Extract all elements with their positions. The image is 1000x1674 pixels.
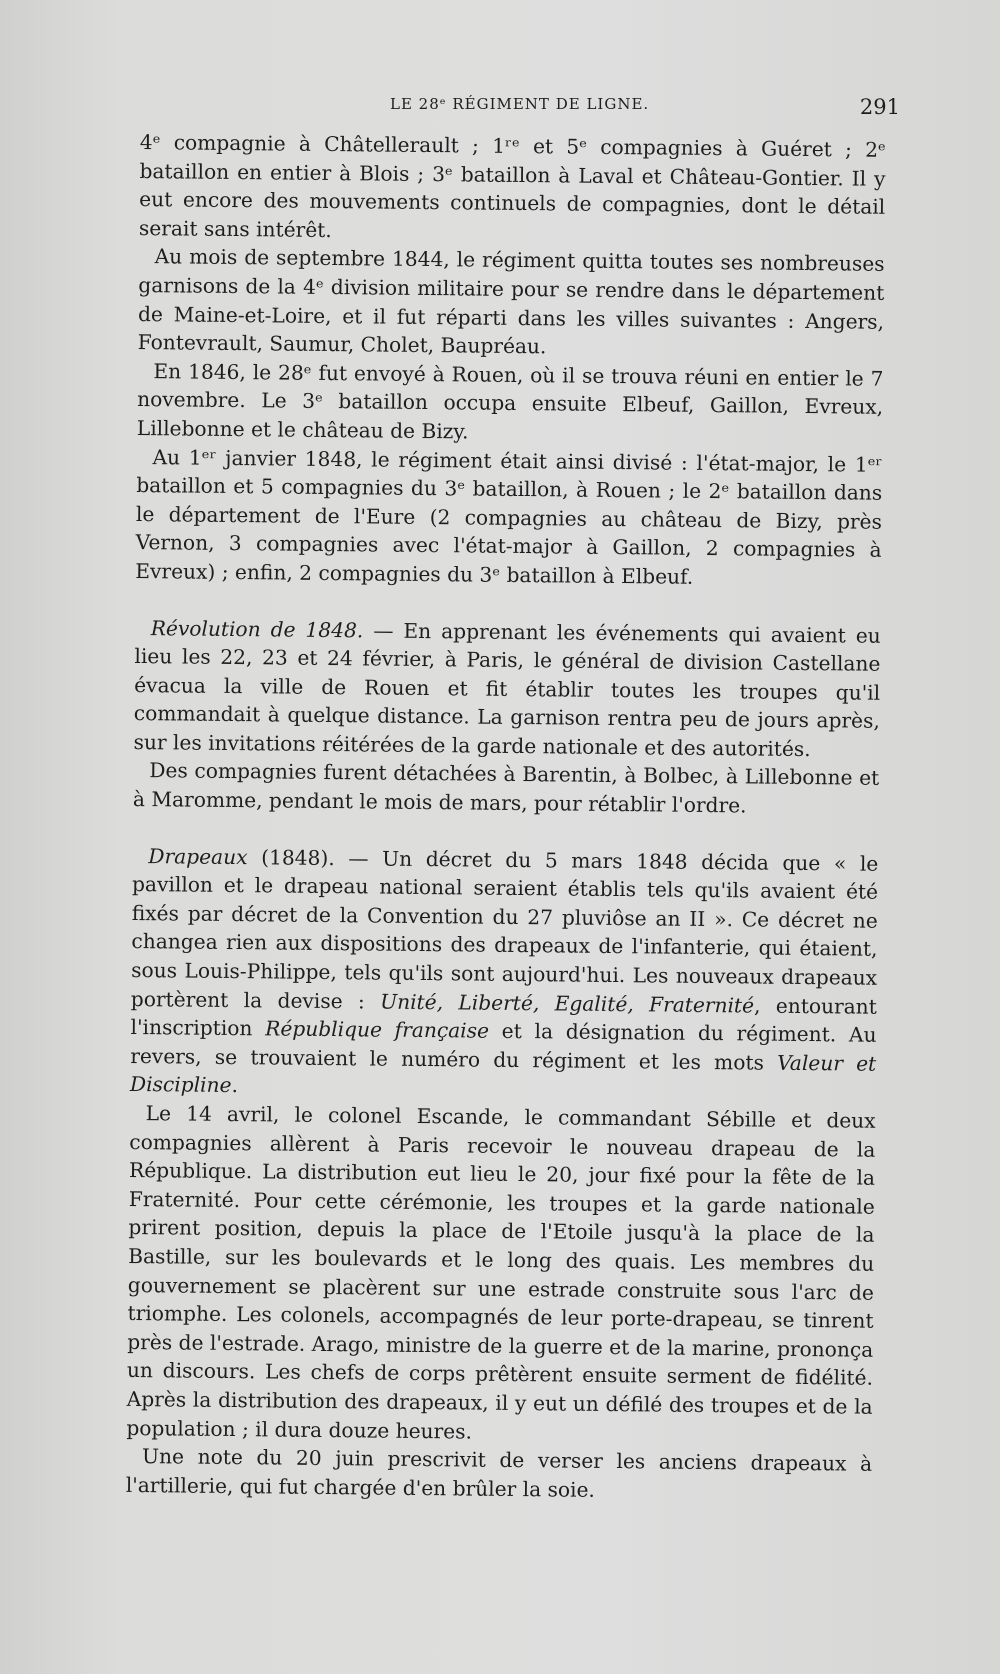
reverse-words: Valeur et Discipline (129, 1050, 877, 1098)
section-text-decree: — Un décret du 5 mars 1848 décida que « le pavillon et le drapeau national seraient établis tels qu'ils avaient été fixés par décret de la Convention du 27 pluviôse an II ». Ce décret ne changea rien aux dispositions des drapeaux de l'infanterie, qui étaient, sous Louis-Philippe, tels qu'ils sont aujourd'hui. Les nouveaux drapeaux portèrent la devise : (130, 845, 879, 1014)
section-title-drapeaux: Drapeaux (148, 843, 248, 869)
page-number: 291 (859, 95, 900, 119)
paragraph-rouen-1846: En 1846, le 28ᵉ fut envoyé à Rouen, où il se trouva réuni en entier le 7 novembre. Le 3ᵉ bataillon occupa ensuite Elbeuf, Gaillon, Evreux, Lillebonne et le château de Bizy. (136, 358, 884, 444)
paragraph-september-1844: Au mois de septembre 1844, le régiment quitta toutes ses nombreuses garnisons de la 4ᵉ division militaire pour se rendre dans le département de Maine-et-Loire, et il fut réparti dans les villes suivantes : Angers, Fontevrault, Saumur, Cholet, Baupréau. (137, 244, 885, 359)
section-title-revolution: Révolution de 1848. (150, 615, 364, 642)
running-head: LE 28ᵉ RÉGIMENT DE LIGNE. (390, 95, 650, 113)
paragraph-april-14: Le 14 avril, le colonel Escande, le commandant Sébille et deux compagnies allèrent à Paris recevoir le nouveau drapeau de la République. La distribution eut lieu le 20, jour fixé pour la fête de la Fraternité. Pour cette cérémonie, les troupes et la garde nationale prirent position, depuis la place de l'Etoile jusqu'à la place de la Bastille, sur les boulevards et le long des quais. Les membres du gouvernement se placèrent sur une estrade construite sous l'arc de triomphe. Les colonels, accompagnés de leur porte-drapeau, se tinrent près de l'estrade. Arago, ministre de la guerre et de la marine, prononça un discours. Les chefs de corps prêtèrent ensuite serment de fidélité. Après la distribution des drapeaux, il y eut un défilé des troupes et de la population ; il dura douze heures. (126, 1101, 876, 1444)
page-body (126, 128, 886, 1507)
section-revolution-1848 (133, 613, 880, 764)
paragraph-detached-companies: Des compagnies furent détachées à Barentin, à Bolbec, à Lillebonne et à Maromme, pendant le mois de mars, pour rétablir l'ordre. (132, 758, 880, 818)
section-text-end: . (231, 1073, 239, 1098)
section-title-year: (1848). (247, 844, 335, 870)
paragraph-june-20-note: Une note du 20 juin prescrivit de verser les anciens drapeaux à l'artillerie, qui fut chargée d'en brûler la soie. (125, 1444, 873, 1502)
inscription-text: République française (265, 1016, 490, 1043)
section-text-reverse: et la désignation du régiment. Au revers, se trouvaient le numéro du régiment et les mots (130, 1018, 877, 1075)
page-header (140, 95, 900, 129)
section-drapeaux-1848 (130, 842, 879, 1107)
section-text-revolution: — En apprenant les événements qui avaient eu lieu les 22, 23 et 24 février, à Paris, le général de division Castellane évacua la ville de Rouen et fit établir toutes les troupes qu'il commandait à quelque distance. La garnison rentra peu de jours après, sur les invitations réitérées de la garde nationale et des autorités. (133, 617, 881, 761)
paragraph-january-1848: Au 1ᵉʳ janvier 1848, le régiment était ainsi divisé : l'état-major, le 1ᵉʳ bataillon et 5 compagnies du 3ᵉ bataillon, à Rouen ; le 2ᵉ bataillon dans le département de l'Eure (2 compagnies au château de Bizy, près Vernon, 3 compagnies avec l'état-major à Gaillon, 2 compagnies à Evreux) ; enfin, 2 compagnies du 3ᵉ bataillon à Elbeuf. (135, 444, 883, 589)
paragraph-garrisons-1843: 4ᵉ compagnie à Châtellerault ; 1ʳᵉ et 5ᵉ compagnies à Guéret ; 2ᵉ bataillon en entier à Blois ; 3ᵉ bataillon à Laval et Château-Gontier. Il y eut encore des mouvements continuels de compagnies, dont le détail serait sans intérêt. (138, 129, 886, 242)
motto-text: Unité, Liberté, Egalité, Fraternité (380, 989, 755, 1018)
section-text-inscription-intro: , entourant l'inscription (130, 993, 877, 1041)
